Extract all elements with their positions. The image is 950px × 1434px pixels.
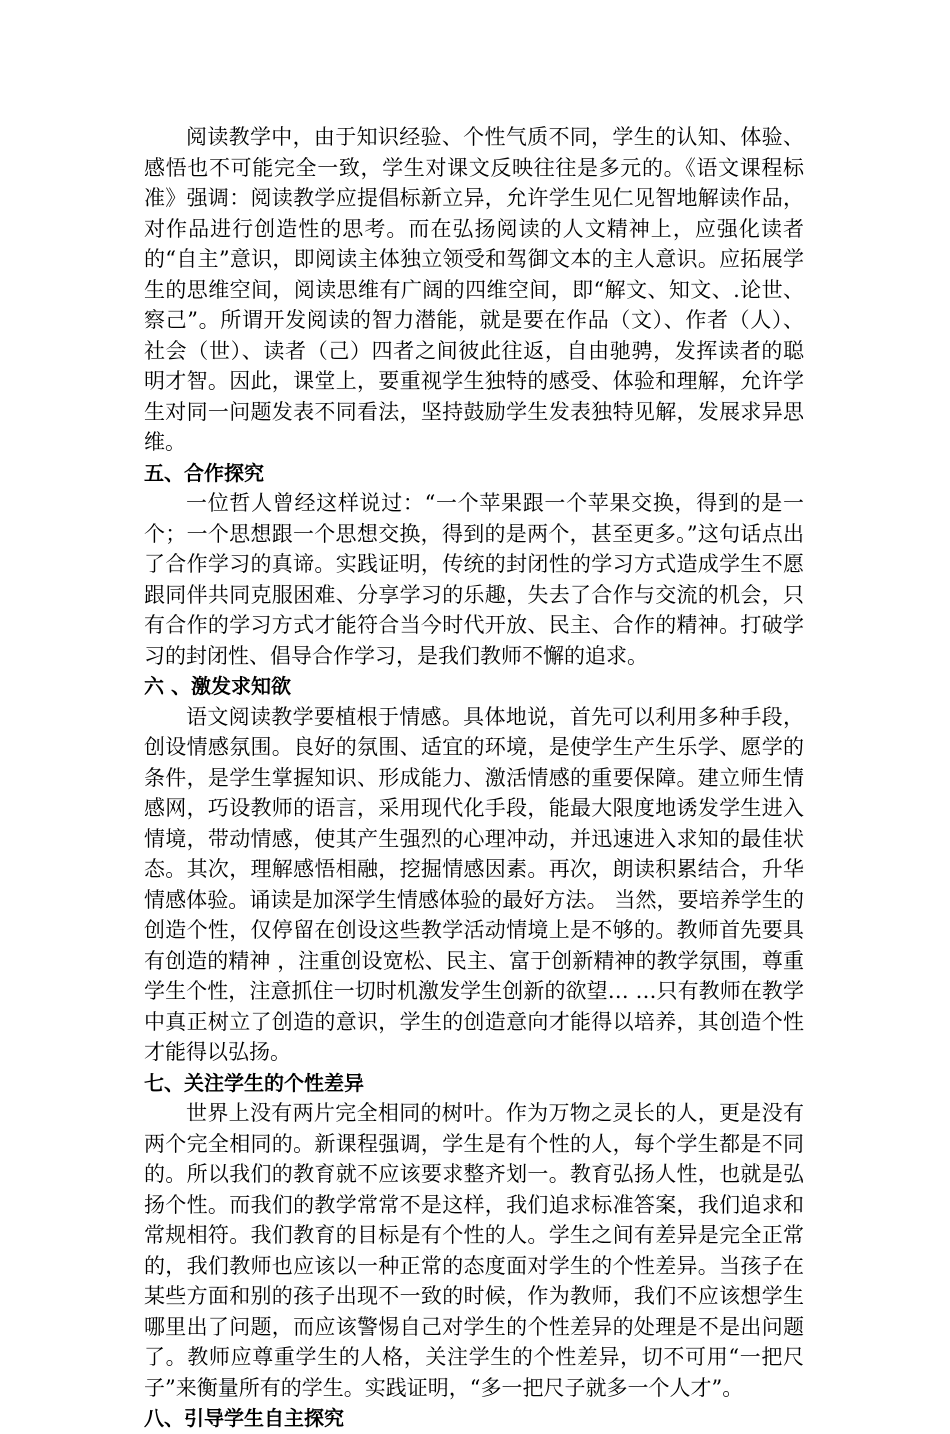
- paragraph-reading-diversity: 阅读教学中，由于知识经验、个性气质不同，学生的认知、体验、感悟也不可能完全一致，学生对课文反映往往是多元的。《语文课程标准》强调：阅读教学应提倡标新立异，允许学生见仁见智地解读作品，对作品进行创造性的思考。而在弘扬阅读的人文精神上，应强化读者的“自主”意识，即阅读主体独立领受和驾御文本的主人意识。应拓展学生的思维空间，阅读思维有广阔的四维空间，即“解文、知文、.论世、察己”。所谓开发阅读的智力潜能，就是要在作品（文）、作者（人）、社会（世）、读者（己）四者之间彼此往返，自由驰骋，发挥读者的聪明才智。因此，课堂上，要重视学生独特的感受、体验和理解，允许学生对同一问题发表不同看法，坚持鼓励学生发表独特见解，发展求异思维。: [144, 125, 804, 454]
- heading-stimulate-curiosity: 六 、激发求知欲: [144, 674, 291, 698]
- paragraph-emotion-teaching: 语文阅读教学要植根于情感。具体地说，首先可以利用多种手段，创设情感氛围。良好的氛围、适宜的环境，是使学生产生乐学、愿学的条件，是学生掌握知识、形成能力、激活情感的重要保障。建立师生情感网，巧设教师的语言，采用现代化手段，能最大限度地诱发学生进入情境，带动情感，使其产生强烈的心理冲动，并迅速进入求知的最佳状态。其次，理解感悟相融，挖掘情感因素。再次，朗读积累结合，升华情感体验。诵读是加深学生情感体验的最好方法。 当然，要培养学生的创造个性，仅停留在创设这些教学活动情境上是不够的。教师首先要具有创造的精神 ，注重创设宽松、民主、富于创新精神的教学氛围，尊重学生个性，注意抓住一切时机激发学生创新的欲望… …只有教师在教学中真正树立了创造的意识，学生的创造意向才能得以培养，其创造个性才能得以弘扬。: [144, 704, 804, 1064]
- heading-guide-inquiry: 八、引导学生自主探究: [144, 1406, 344, 1430]
- heading-individual-differences: 七、关注学生的个性差异: [144, 1070, 364, 1095]
- paragraph-individuality: 世界上没有两片完全相同的树叶。作为万物之灵长的人，更是没有两个完全相同的。新课程强调，学生是有个性的人，每个学生都是不同的。所以我们的教育就不应该要求整齐划一。教育弘扬人性，也就是弘扬个性。而我们的教学常常不是这样，我们追求标准答案，我们追求和常规相符。我们教育的目标是有个性的人。学生之间有差异是完全正常的，我们教师也应该以一种正常的态度面对学生的个性差异。当孩子在某些方面和别的孩子出现不一致的时候，作为教师，我们不应该想学生哪里出了问题，而应该警惕自己对学生的个性差异的处理是不是出问题了。教师应尊重学生的人格，关注学生的个性差异，切不可用“一把尺子”来衡量所有的学生。实践证明，“多一把尺子就多一个人才”。: [144, 1101, 804, 1400]
- document-page: [144, 122, 804, 1434]
- heading-cooperative-inquiry: 五、合作探究: [144, 460, 264, 485]
- paragraph-cooperative-learning: 一位哲人曾经这样说过：“一个苹果跟一个苹果交换，得到的是一个；一个思想跟一个思想交换，得到的是两个，甚至更多。”这句话点出了合作学习的真谛。实践证明，传统的封闭性的学习方式造成学生不愿跟同伴共同克服困难、分享学习的乐趣，失去了合作与交流的机会，只有合作的学习方式才能符合当今时代开放、民主、合作的精神。打破学习的封闭性、倡导合作学习，是我们教师不懈的追求。: [144, 491, 804, 668]
